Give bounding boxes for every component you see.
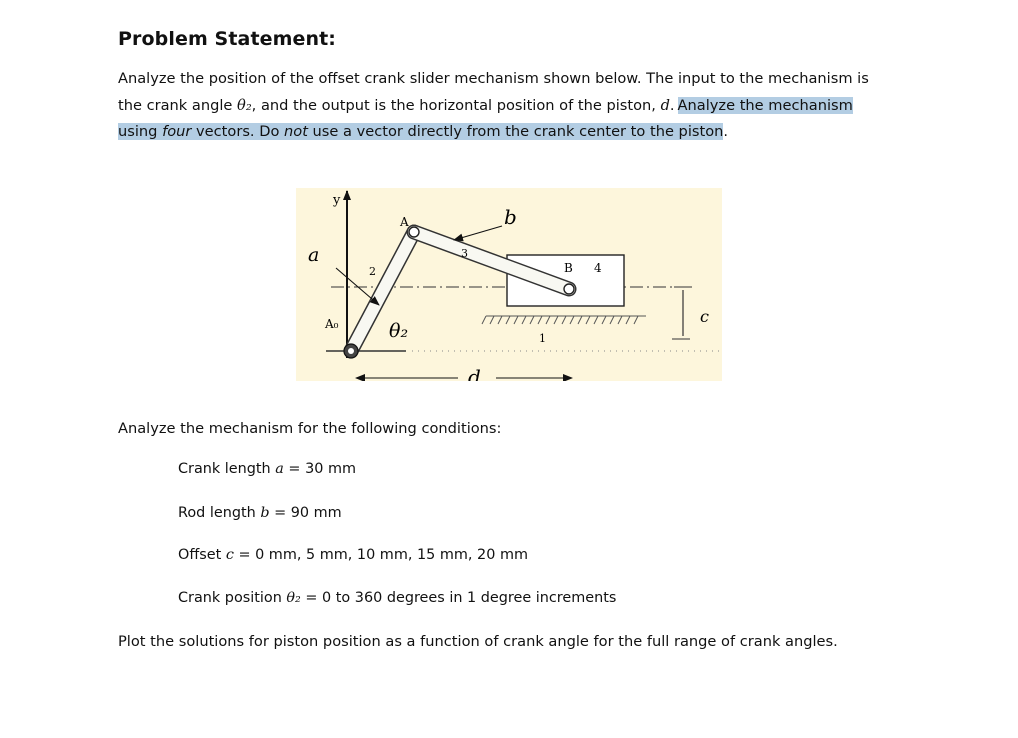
highlight-text-2 xyxy=(118,123,723,140)
label-link-4: 4 xyxy=(594,261,602,275)
crank-prefix: Crank length xyxy=(178,461,276,477)
intro-line-3 xyxy=(118,122,728,142)
rod-var: b xyxy=(260,505,270,521)
pin-A xyxy=(409,227,419,237)
offset-prefix: Offset xyxy=(178,547,226,563)
condition-rod-length xyxy=(178,505,342,521)
label-a: a xyxy=(308,244,320,266)
ground-pivot-center xyxy=(348,348,354,354)
pin-B xyxy=(564,284,574,294)
conditions-intro: Analyze the mechanism for the following conditions: xyxy=(118,420,502,437)
hl-rest: use a vector directly from the crank center to the piston xyxy=(307,123,724,140)
vector-b-arrow xyxy=(454,226,502,240)
hl-using: using xyxy=(118,123,163,140)
label-link-3: 3 xyxy=(461,247,468,260)
label-c: c xyxy=(700,307,709,326)
intro-period: . xyxy=(669,97,675,114)
intro-text-b: , and the output is the horizontal position of the piston, xyxy=(251,97,661,114)
label-d: d xyxy=(468,365,481,381)
intro-line-1: Analyze the position of the offset crank slider mechanism shown below. The input to the mechanism is xyxy=(118,70,869,87)
highlight-text-1: Analyze the mechanism xyxy=(677,97,853,114)
pos-value: = 0 to 360 degrees in 1 degree increments xyxy=(300,590,617,606)
label-A: A xyxy=(400,215,409,229)
label-A0: A₀ xyxy=(325,317,339,331)
condition-crank-length xyxy=(178,461,356,477)
offset-value: = 0 mm, 5 mm, 10 mm, 15 mm, 20 mm xyxy=(233,547,528,563)
crank-value: = 30 mm xyxy=(283,461,356,477)
intro-end: . xyxy=(723,123,729,140)
intro-line-2 xyxy=(118,96,853,116)
mechanism-figure xyxy=(296,188,722,381)
slider-ground-hatch xyxy=(482,316,646,324)
label-link-1: 1 xyxy=(539,332,546,345)
condition-offset xyxy=(178,547,528,563)
pos-prefix: Crank position xyxy=(178,590,287,606)
emph-four: four xyxy=(162,123,192,140)
crank-var: a xyxy=(275,461,284,477)
intro-text-a: the crank angle xyxy=(118,97,238,114)
problem-heading: Problem Statement: xyxy=(118,28,337,50)
label-b: b xyxy=(504,205,517,229)
condition-crank-position xyxy=(178,590,616,606)
label-B: B xyxy=(564,261,573,275)
rod-prefix: Rod length xyxy=(178,505,261,521)
hl-vectors: vectors. Do xyxy=(191,123,285,140)
mechanism-diagram xyxy=(296,188,722,381)
emph-not: not xyxy=(284,123,308,140)
d-symbol: d xyxy=(660,97,670,114)
closing-instruction: Plot the solutions for piston position as a function of crank angle for the full range of crank angles. xyxy=(118,633,838,650)
label-y: y xyxy=(333,193,341,208)
offset-var: c xyxy=(225,547,234,563)
label-theta2: θ₂ xyxy=(389,320,409,342)
theta2-symbol: θ₂ xyxy=(237,97,252,114)
label-link-2: 2 xyxy=(369,265,376,278)
rod-value: = 90 mm xyxy=(269,505,342,521)
pos-var: θ₂ xyxy=(286,590,301,606)
